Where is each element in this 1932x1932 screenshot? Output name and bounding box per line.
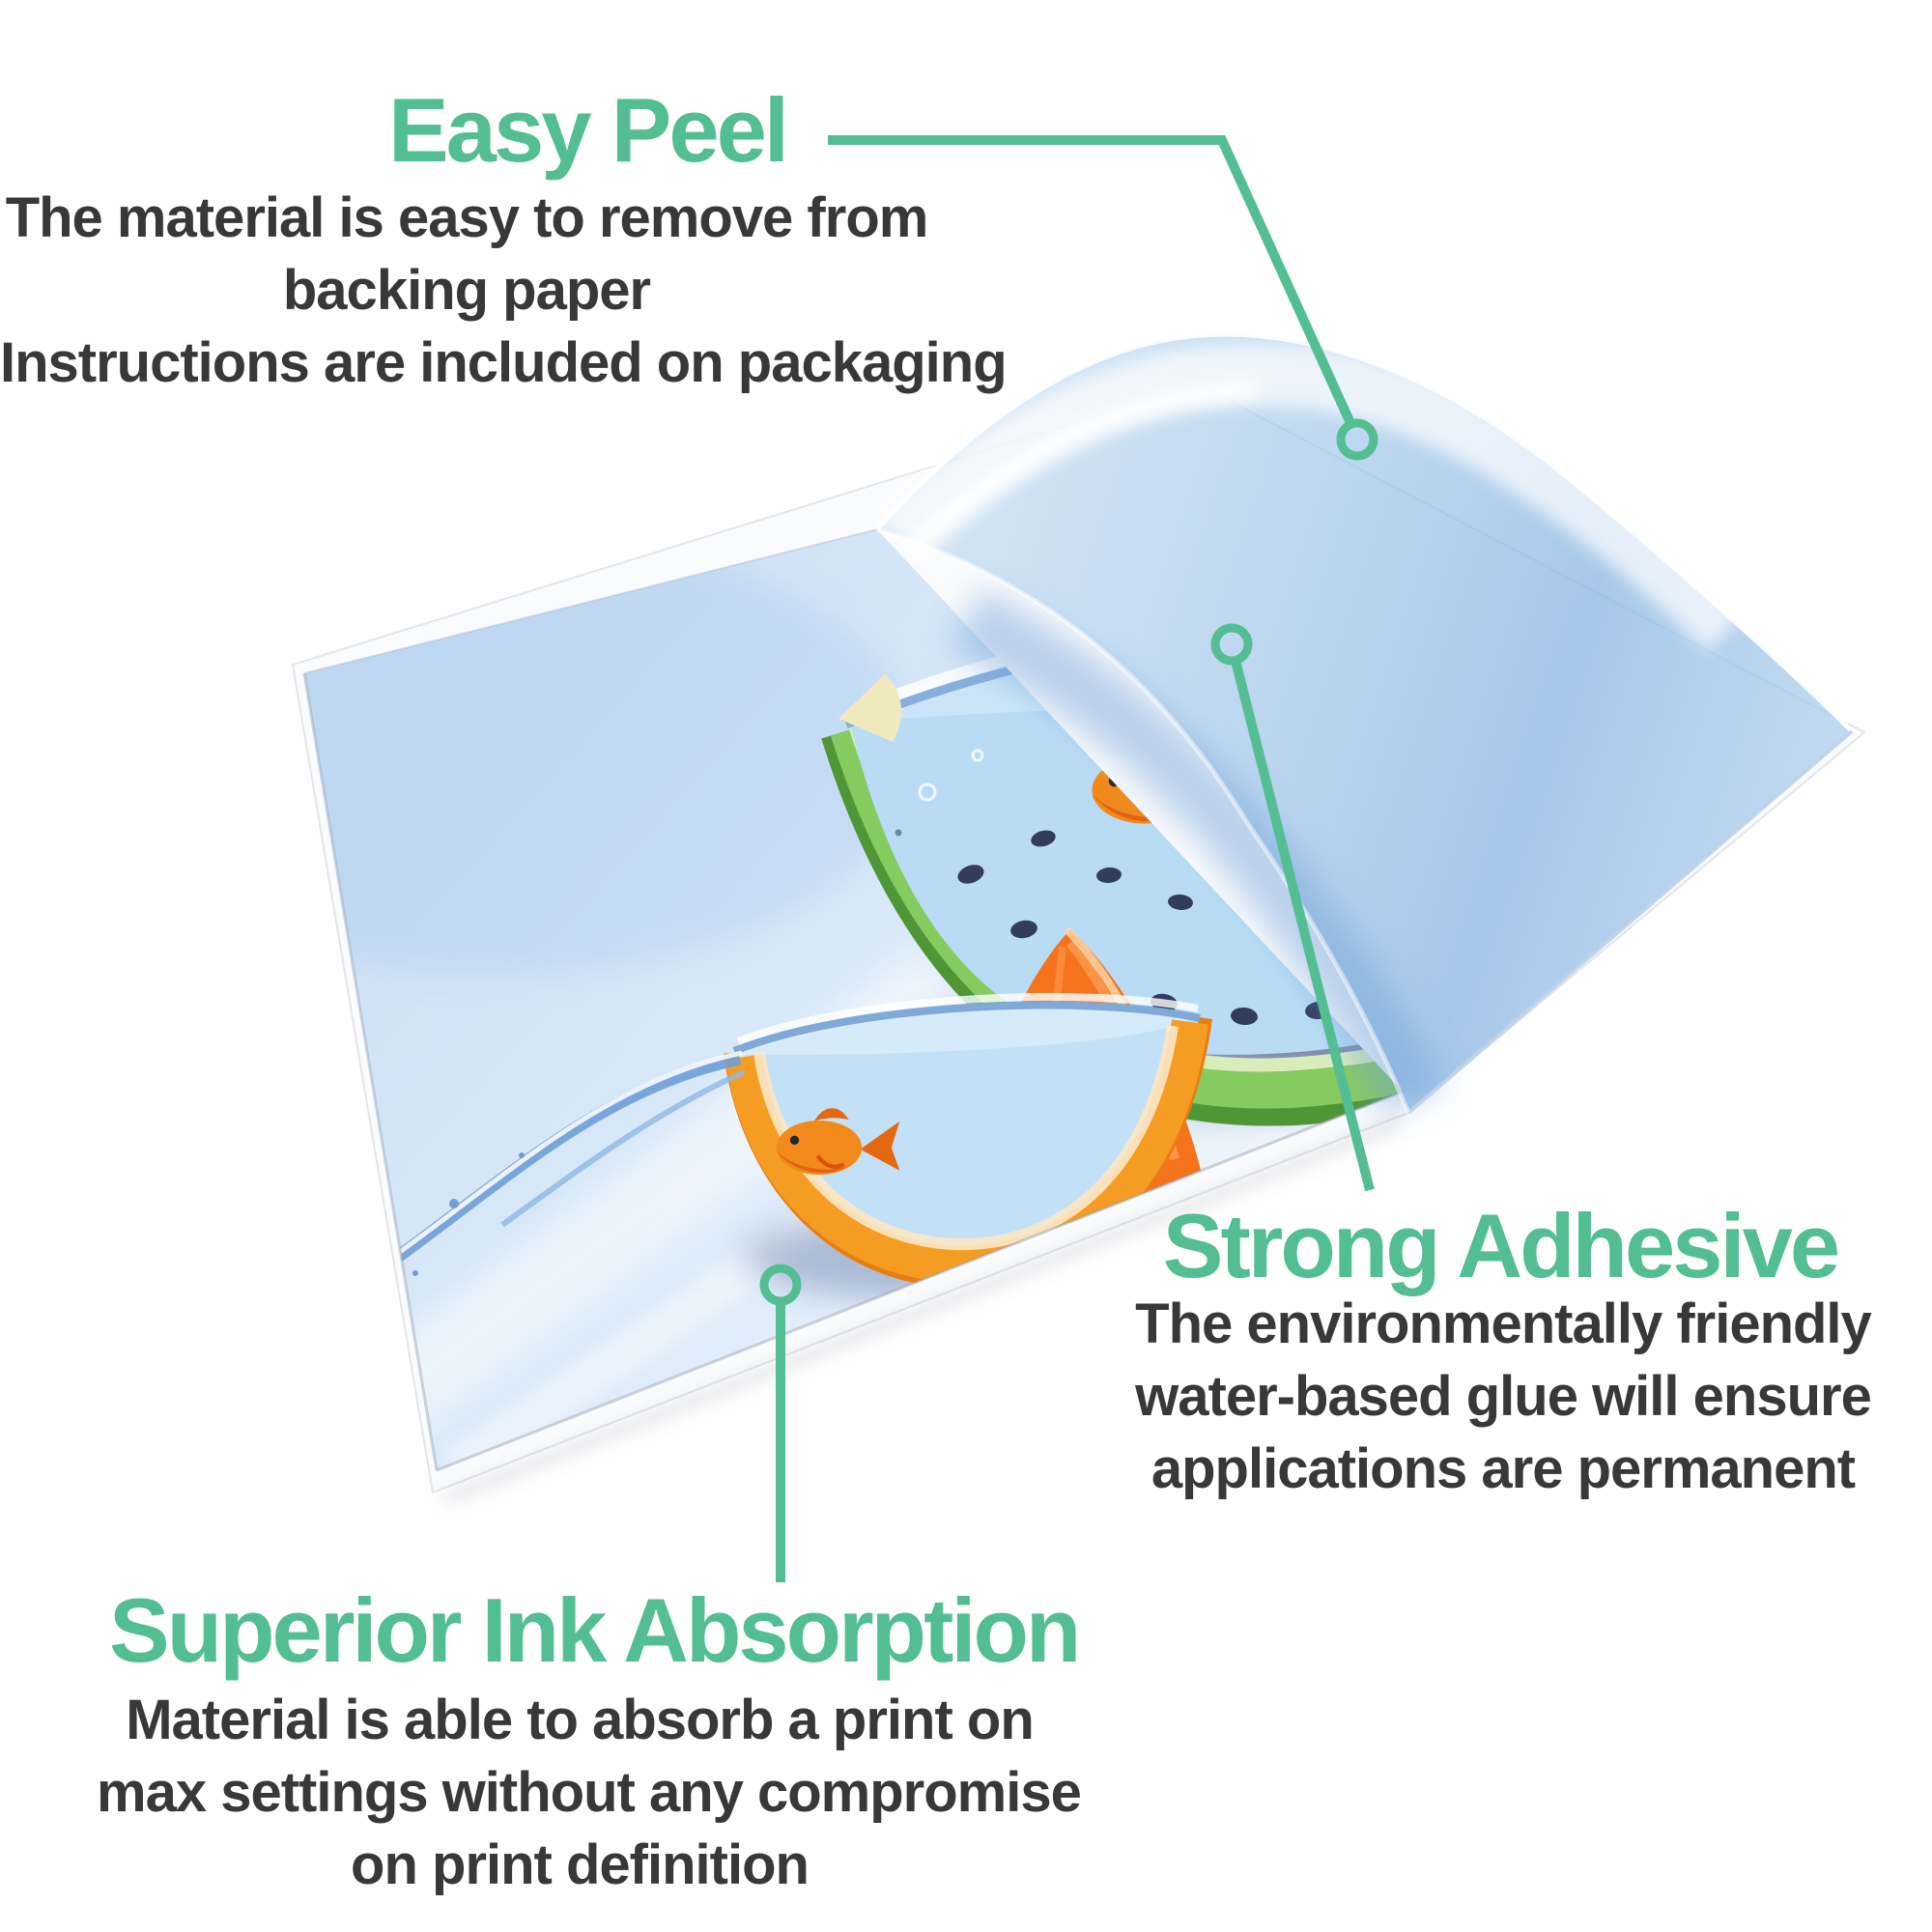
easy-peel-description: [0, 182, 1007, 399]
strong-adhesive-title: Strong Adhesive: [1162, 1195, 1838, 1296]
strong-adhesive-line-2: water-based glue will ensure: [1135, 1365, 1871, 1428]
superior-ink-absorption-description: [97, 1684, 1081, 1901]
superior-ink-line-3: on print definition: [351, 1833, 809, 1896]
easy-peel-line-1: The material is easy to remove from: [5, 186, 928, 249]
strong-adhesive-line-1: The environmentally friendly: [1135, 1293, 1871, 1355]
superior-ink-line-1: Material is able to absorb a print on: [126, 1689, 1034, 1751]
easy-peel-callout: [104, 79, 1070, 181]
superior-ink-line-2: max settings without any compromise: [97, 1761, 1081, 1824]
strong-adhesive-callout: [1017, 1195, 1932, 1296]
easy-peel-line-3: Instructions are included on packaging: [0, 331, 1007, 394]
easy-peel-title: Easy Peel: [387, 79, 787, 181]
strong-adhesive-line-3: applications are permanent: [1151, 1437, 1856, 1500]
superior-ink-absorption-callout: [109, 1579, 1079, 1681]
easy-peel-line-2: backing paper: [282, 259, 651, 322]
superior-ink-absorption-title: Superior Ink Absorption: [109, 1579, 1079, 1681]
strong-adhesive-description: [1020, 1288, 1932, 1505]
